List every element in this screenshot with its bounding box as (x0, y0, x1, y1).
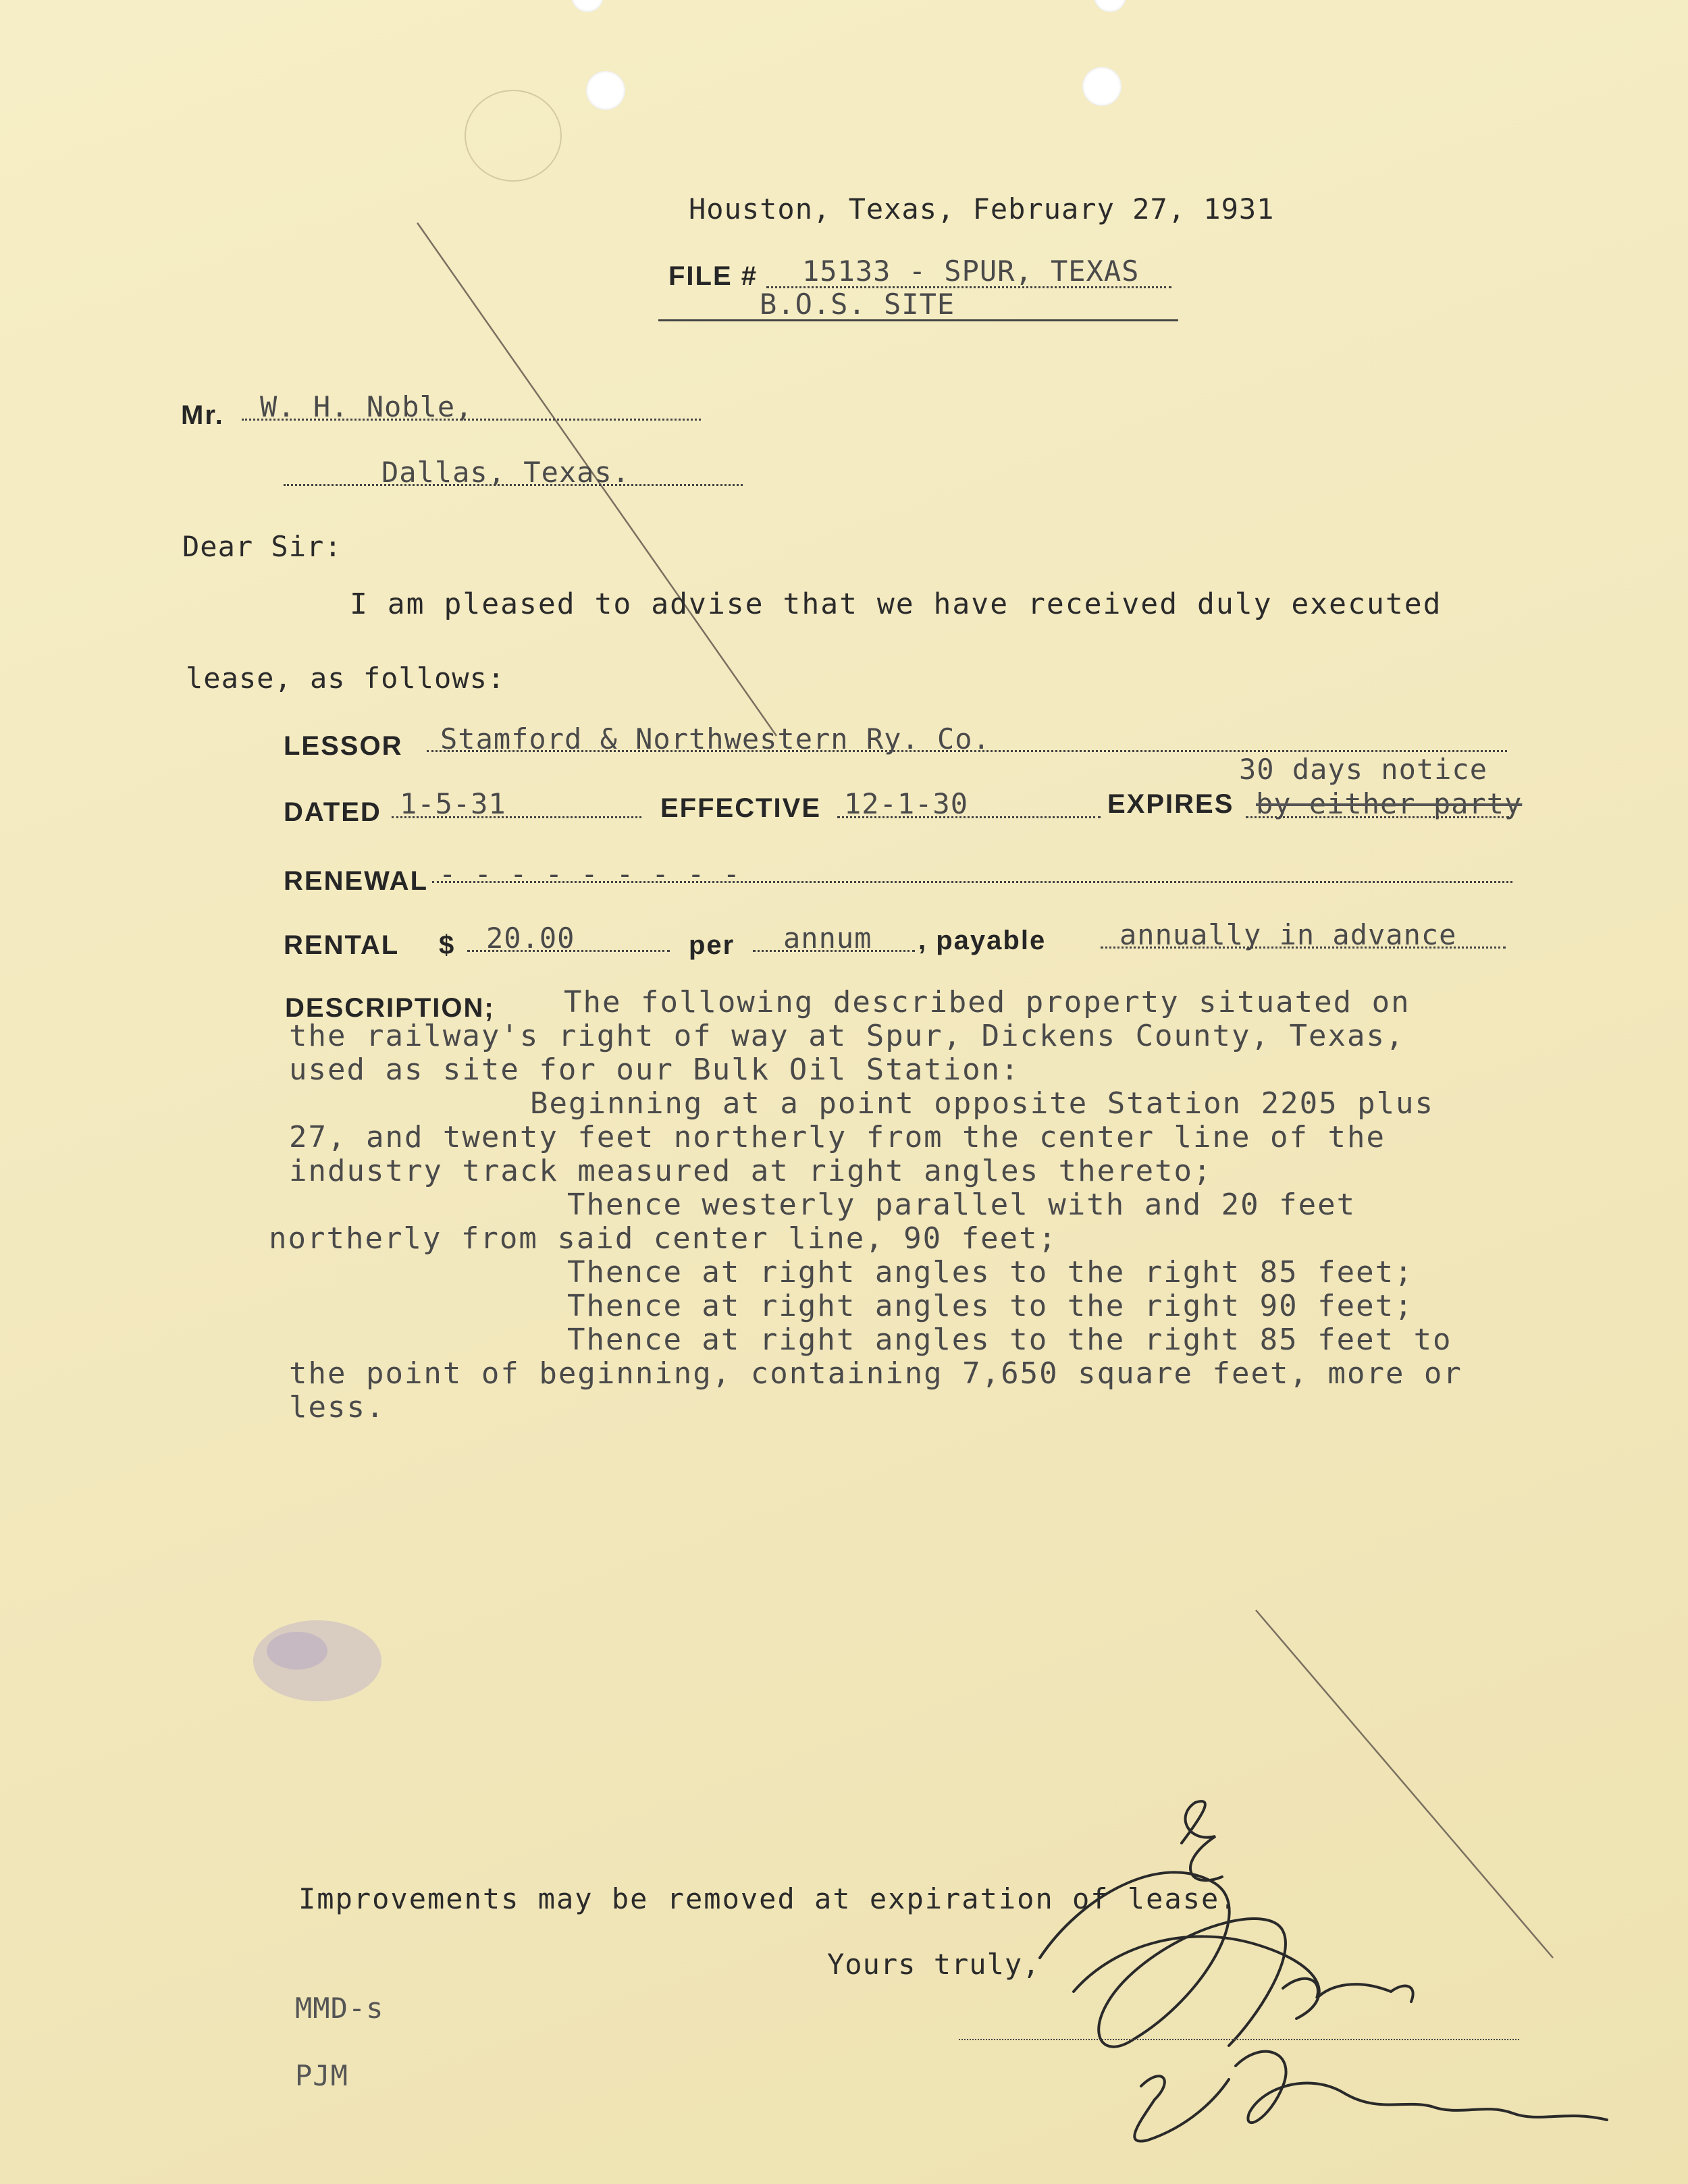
description-line: Beginning at a point opposite Station 2205 plus (530, 1086, 1435, 1121)
renewal-line (432, 881, 1512, 883)
lessor-value: Stamford & Northwestern Ry. Co. (440, 722, 991, 755)
effective-label: EFFECTIVE (660, 793, 822, 823)
expires-label: EXPIRES (1107, 789, 1234, 819)
salutation: Dear Sir: (182, 530, 342, 563)
description-line: Thence at right angles to the right 85 feet; (567, 1255, 1414, 1289)
diagonal-pencil-line-lower (1256, 1610, 1553, 1958)
effective-value: 12-1-30 (844, 787, 969, 820)
payable-value: annually in advance (1119, 918, 1457, 951)
recipient-name-line (242, 419, 701, 421)
recipient-prefix: Mr. (181, 400, 224, 430)
description-label: DESCRIPTION; (285, 993, 495, 1023)
expires-line (1246, 816, 1509, 818)
file-label: FILE # (668, 261, 758, 291)
lessor-label: LESSOR (284, 731, 403, 761)
description-line: Thence westerly parallel with and 20 feet (567, 1188, 1356, 1222)
place-date: Houston, Texas, February 27, 1931 (689, 192, 1275, 225)
signature (1040, 1801, 1607, 2141)
expires-line-1: 30 days notice (1239, 753, 1488, 786)
renewal-value: - - - - - - - - - (439, 857, 741, 890)
rental-value: 20.00 (486, 922, 575, 955)
initials-dictator: PJM (295, 2059, 348, 2092)
description-line: northerly from said center line, 90 feet; (269, 1221, 1058, 1256)
renewal-label: RENEWAL (284, 866, 428, 896)
body-line-1: I am pleased to advise that we have received duly executed (350, 587, 1442, 621)
dated-value: 1-5-31 (400, 787, 506, 820)
per-label: per (689, 930, 735, 960)
improvements-note: Improvements may be removed at expiration of lease. (298, 1882, 1238, 1915)
payable-line (1101, 947, 1506, 949)
dated-line (392, 816, 641, 818)
file-rule (658, 319, 1178, 321)
description-line: The following described property situated on (564, 985, 1410, 1019)
recipient-city-line (284, 484, 743, 486)
recipient-city: Dallas, Texas. (381, 456, 631, 489)
file-sub: B.O.S. SITE (760, 288, 955, 321)
per-value: annum (783, 922, 872, 955)
rental-line (467, 950, 670, 952)
per-line (753, 950, 915, 952)
rental-currency: $ (439, 930, 456, 960)
description-line: the railway's right of way at Spur, Dickens County, Texas, (289, 1019, 1405, 1053)
description-line: 27, and twenty feet northerly from the center line of the (289, 1120, 1386, 1154)
effective-line (837, 816, 1101, 818)
recipient-name: W. H. Noble, (260, 390, 473, 423)
description-line: industry track measured at right angles thereto; (289, 1154, 1213, 1188)
initials-typist: MMD-s (295, 1992, 384, 2025)
lessor-line (427, 750, 1507, 752)
signature-line (959, 2039, 1519, 2040)
description-line: Thence at right angles to the right 90 feet; (567, 1289, 1414, 1323)
body-line-2: lease, as follows: (186, 662, 506, 695)
description-line: less. (289, 1390, 386, 1424)
closing: Yours truly, (827, 1948, 1040, 1981)
description-line: used as site for our Bulk Oil Station: (289, 1053, 1020, 1087)
dated-label: DATED (284, 797, 381, 827)
file-number: 15133 - SPUR, TEXAS (802, 255, 1140, 288)
rental-label: RENTAL (284, 930, 400, 960)
description-line: the point of beginning, containing 7,650 square feet, more or (289, 1356, 1462, 1391)
payable-label: , payable (918, 926, 1047, 955)
expires-line-2: by either party (1256, 787, 1523, 820)
description-line: Thence at right angles to the right 85 feet to (567, 1323, 1452, 1357)
